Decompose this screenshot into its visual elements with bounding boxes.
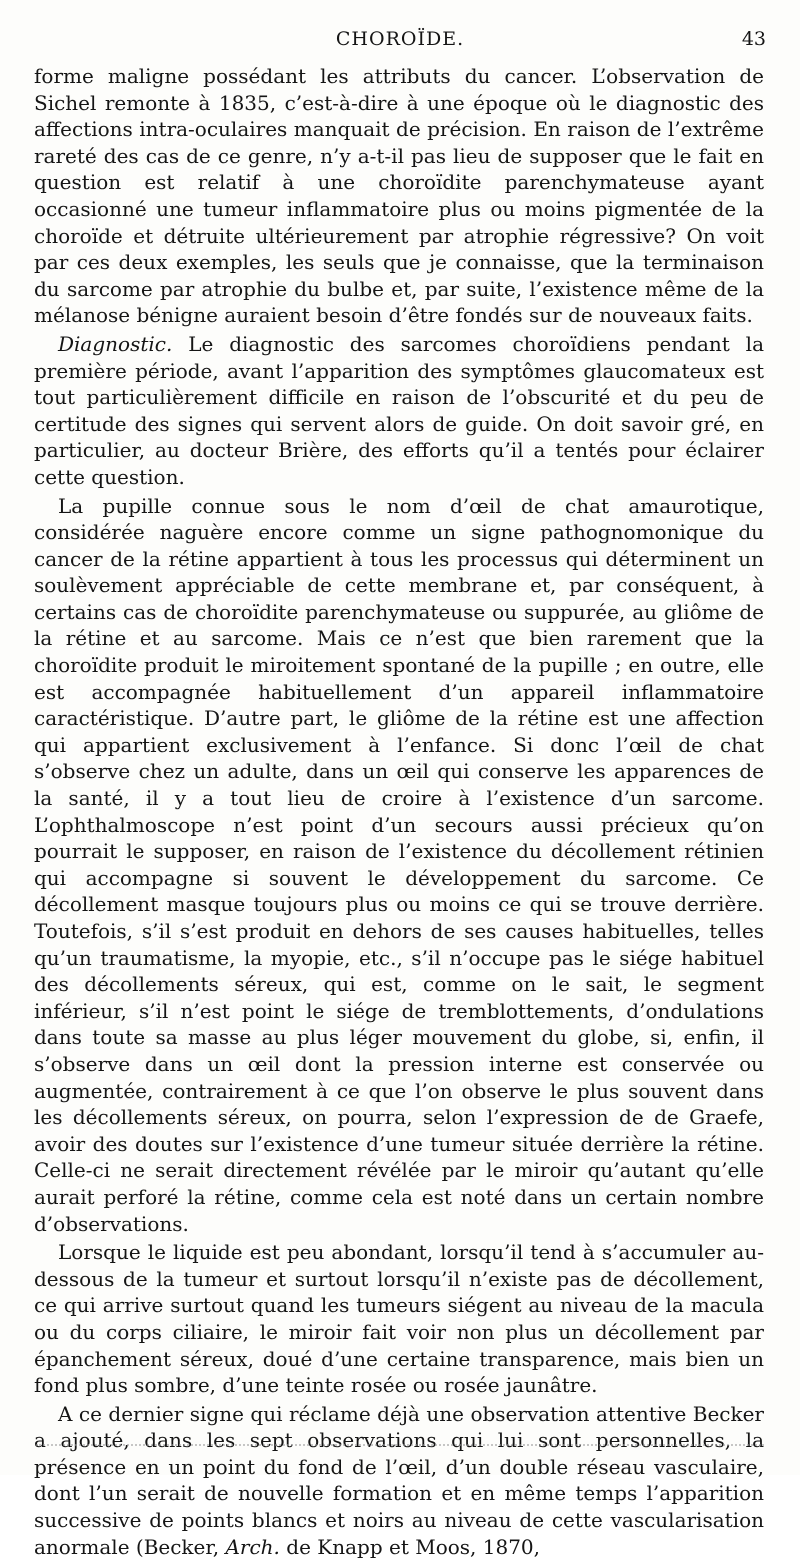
- page-number: 43: [741, 28, 766, 50]
- paragraph-text: de Knapp et Moos, 1870,: [279, 1534, 541, 1559]
- paragraph-becker: [34, 1401, 764, 1561]
- paragraph-diagnostic: [34, 331, 764, 491]
- body-text: [34, 63, 764, 1562]
- paragraph-text: Le diagnostic des sarcomes choroïdiens pendant la première période, avant l’apparition des symptômes glaucomateux est tout particulièrement difficile en raison de l’obscurité et du peu de certitude des signes qui servent alors de guide. On doit savoir gré, en particulier, au docteur Brière, des efforts qu’il a tentés pour éclairer cette question.: [34, 331, 764, 489]
- italic-reference: Arch.: [225, 1534, 280, 1559]
- paragraph-text: Lorsque le liquide est peu abondant, lorsqu’il tend à s’accumuler au-dessous de la tumeur et surtout lorsqu’il n’existe pas de décollement, ce qui arrive surtout quand les tumeurs siégent au niveau de la macula ou du corps ciliaire, le miroir fait voir non plus un décollement par épanchement séreux, doué d’une certaine transparence, mais bien un fond plus sombre, d’une teinte rosée ou rosée jaunâtre.: [34, 1240, 764, 1398]
- paragraph-liquide: [34, 1239, 764, 1399]
- paragraph-text: La pupille connue sous le nom d’œil de chat amaurotique, considérée naguère encore comme un signe pathognomonique du cancer de la rétine appartient à tous les processus qui déterminent un soulèvement appréciable de cette membrane et, par conséquent, à certains cas de choroïdite parenchymateuse ou suppurée, au gliôme de la rétine et au sarcome. Mais ce n’est que bien rarement que la choroïdite produit le miroitement spontané de la pupille ; en outre, elle est accompagnée habituellement d’un appareil inflammatoire caractéristique. D’autre part, le gliôme de la rétine est une affection qui appartient exclusivement à l’enfance. Si donc l’œil de chat s’observe chez un adulte, dans un œil qui conserve les apparences de la santé, il y a tout lieu de croire à l’existence d’un sarcome. L’ophthalmoscope n’est point d’un secours aussi précieux qu’on pourrait le supposer, en raison de l’existence du décollement rétinien qui accompagne si souvent le développement du sarcome. Ce décollement masque toujours plus ou moins ce qui se trouve derrière. Toutefois, s’il s’est produit en dehors de ses causes habituelles, telles qu’un traumatisme, la myopie, etc., s’il n’occupe pas le siége habituel des décollements séreux, qui est, comme on le sait, le segment inférieur, s’il n’est point le siége de tremblottements, d’ondulations dans toute sa masse au plus léger mouvement du globe, si, enfin, il s’observe dans un œil dont la pression interne est conservée ou augmentée, contrairement à ce que l’on observe le plus souvent dans les décollements séreux, on pourra, selon l’expression de de Graefe, avoir des doutes sur l’existence d’une tumeur située derrière la rétine. Celle-ci ne serait directement révélée par le miroir qu’autant qu’elle aurait perforé la rétine, comme cela est noté dans un certain nombre d’observations.: [34, 493, 764, 1236]
- paragraph-continuation: [34, 63, 764, 329]
- running-head: CHOROÏDE.: [335, 28, 465, 50]
- page-header: [34, 28, 766, 58]
- paragraph-pupille: [34, 493, 764, 1238]
- paragraph-text: forme maligne possédant les attributs du cancer. L’observation de Sichel remonte à 1835, c’est-à-dire à une époque où le diagnostic des affections intra-oculaires manquait de précision. En raison de l’extrême rareté des cas de ce genre, n’y a-t-il pas lieu de supposer que le fait en question est relatif à une choroïdite parenchymateuse ayant occasionné une tumeur inflammatoire plus ou moins pigmentée de la choroïde et détruite ultérieurement par atrophie régressive? On voit par ces deux exemples, les seuls que je connaisse, que la terminaison du sarcome par atrophie du bulbe et, par suite, l’existence même de la mélanose bénigne auraient besoin d’être fondés sur de nouveaux faits.: [34, 64, 764, 328]
- paragraph-text: A ce dernier signe qui réclame déjà une observation attentive Becker a ajouté, dans les sept observations qui lui sont personnelles, la présence en un point du fond de l’œil, d’un double réseau vasculaire, dont l’un serait de nouvelle formation et en même temps l’apparition successive de points blancs et noirs au niveau de cette vascularisation anormale (Becker,: [34, 1401, 764, 1559]
- section-lead-diagnostic: Diagnostic.: [58, 331, 173, 356]
- footer-print-artifact: [36, 1434, 764, 1446]
